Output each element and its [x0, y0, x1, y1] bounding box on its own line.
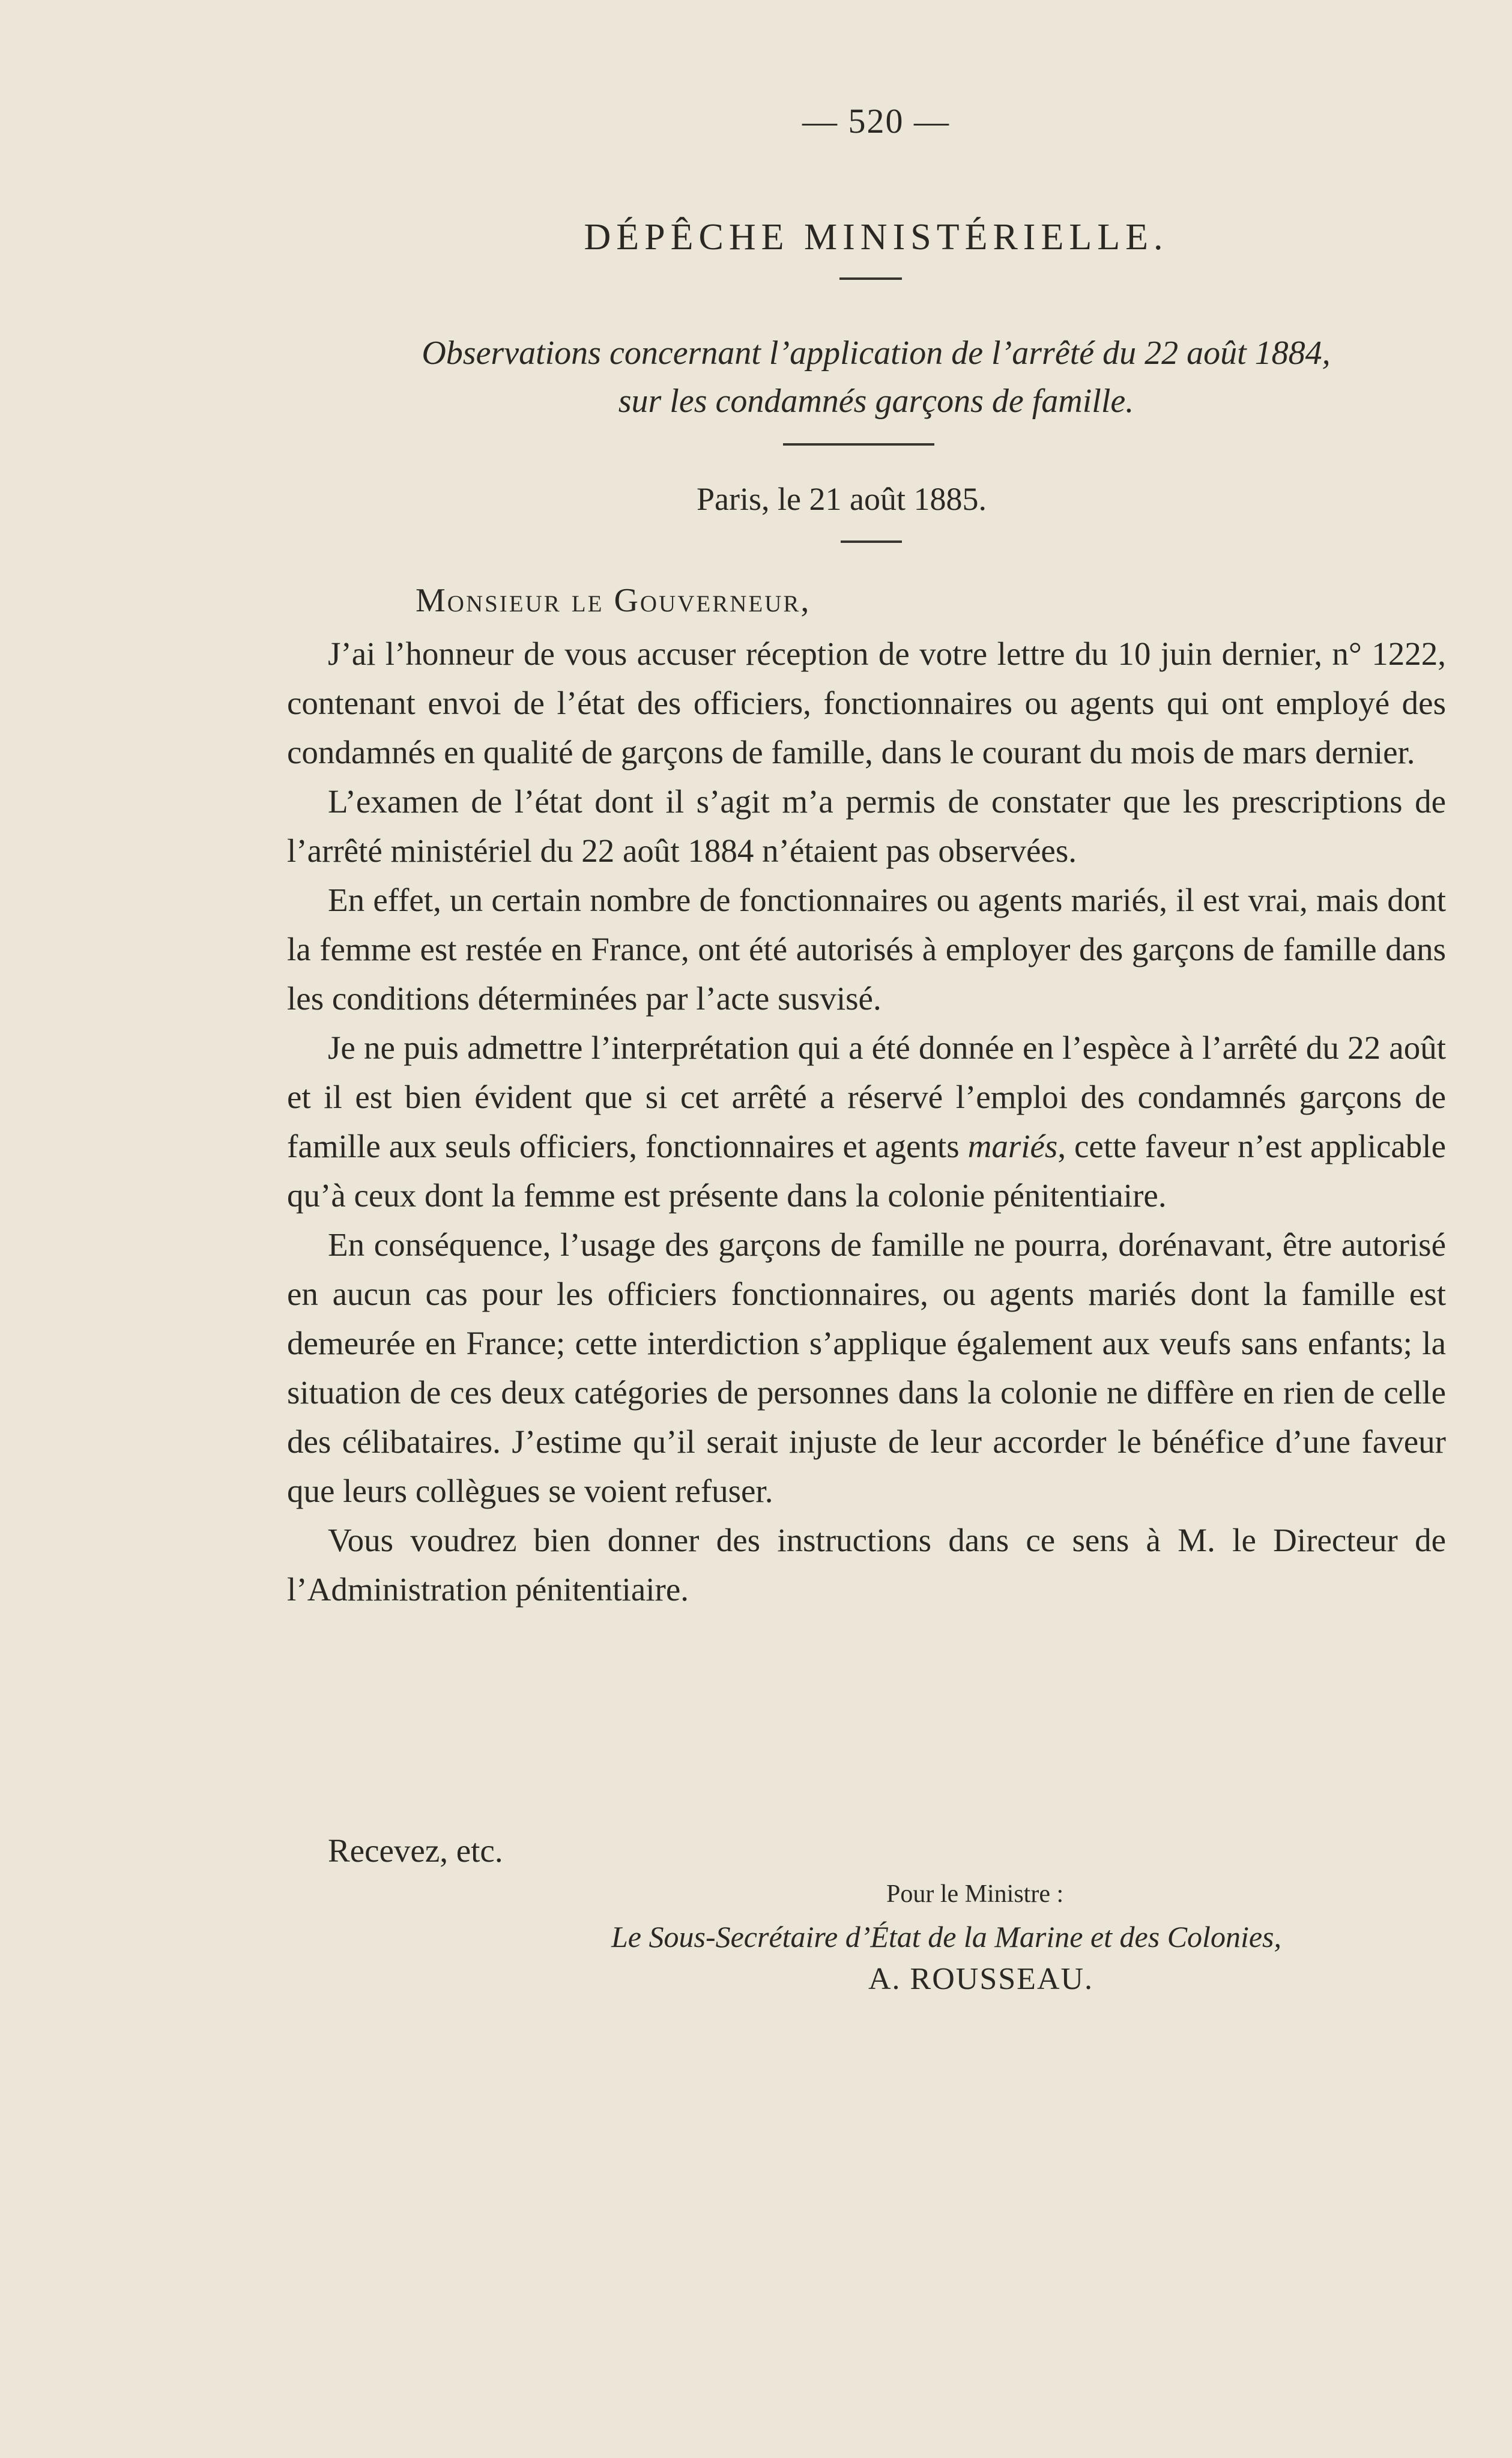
paragraph-4 — [287, 1023, 1446, 1220]
title-divider — [839, 277, 902, 280]
document-title: DÉPÊCHE MINISTÉRIELLE. — [584, 217, 1169, 258]
subtitle-line-2: sur les condamnés garçons de famille. — [618, 383, 1134, 420]
subtitle-divider — [783, 443, 934, 446]
paragraph-1: J’ai l’honneur de vous accuser réception de votre lettre du 10 juin dernier, n° 1222, contenant envoi de l’état des officiers, fonctionnaires ou agents qui ont employé des condamnés en qualité de garçons de famille, dans le courant du mois de mars dernier. — [287, 635, 1446, 770]
letter-body — [287, 629, 1446, 1614]
date-line: Paris, le 21 août 1885. — [697, 481, 987, 517]
paragraph-4-text-a: Je ne puis admettre l’interprétation qui a été donnée en l’espèce à l’arrêté du 22 août et il est bien évident que si cet arrêté a réservé l’emploi des condamnés garçons de famille aux seuls officiers, fonctionnaires et agents — [287, 1029, 1446, 1164]
signature-title: Le Sous-Secrétaire d’État de la Marine et des Colonies, — [611, 1920, 1281, 1954]
paragraph-2: L’examen de l’état dont il s’agit m’a permis de constater que les prescriptions de l’arrêté ministériel du 22 août 1884 n’étaient pas observées. — [287, 783, 1446, 869]
closing-line: Recevez, etc. — [328, 1832, 503, 1869]
signature-intro: Pour le Ministre : — [886, 1880, 1064, 1908]
paragraph-3: En effet, un certain nombre de fonctionnaires ou agents mariés, il est vrai, mais dont la femme est restée en France, ont été autorisés à employer des garçons de famille dans les conditions déterminées par l’acte susvisé. — [287, 882, 1446, 1017]
subtitle-line-1: Observations concernant l’application de l’arrêté du 22 août 1884, — [422, 334, 1331, 372]
paragraph-5: En conséquence, l’usage des garçons de famille ne pourra, dorénavant, être autorisé en aucun cas pour les officiers fonctionnaires, ou agents mariés dont la famille est demeurée en France; cette interdiction s’applique également aux veufs sans enfants; la situation de ces deux catégories de personnes dans la colonie ne diffère en rien de celle des célibataires. J’estime qu’il serait injuste de leur accorder le bénéfice d’une faveur que leurs collègues se voient refuser. — [287, 1226, 1446, 1509]
paragraph-4-text-b: , cette faveur n’est applicable qu’à ceux dont la femme est présente dans la colonie pénitentiaire. — [287, 1128, 1447, 1214]
paragraph-4-emphasis: mariés — [967, 1128, 1058, 1164]
salutation: Monsieur le Gouverneur, — [416, 582, 811, 619]
page-number: — 520 — — [802, 101, 950, 141]
signature-name: A. ROUSSEAU. — [868, 1962, 1094, 1996]
paragraph-6: Vous voudrez bien donner des instructions dans ce sens à M. le Directeur de l’Administration pénitentiaire. — [287, 1522, 1446, 1608]
date-divider — [841, 540, 902, 543]
